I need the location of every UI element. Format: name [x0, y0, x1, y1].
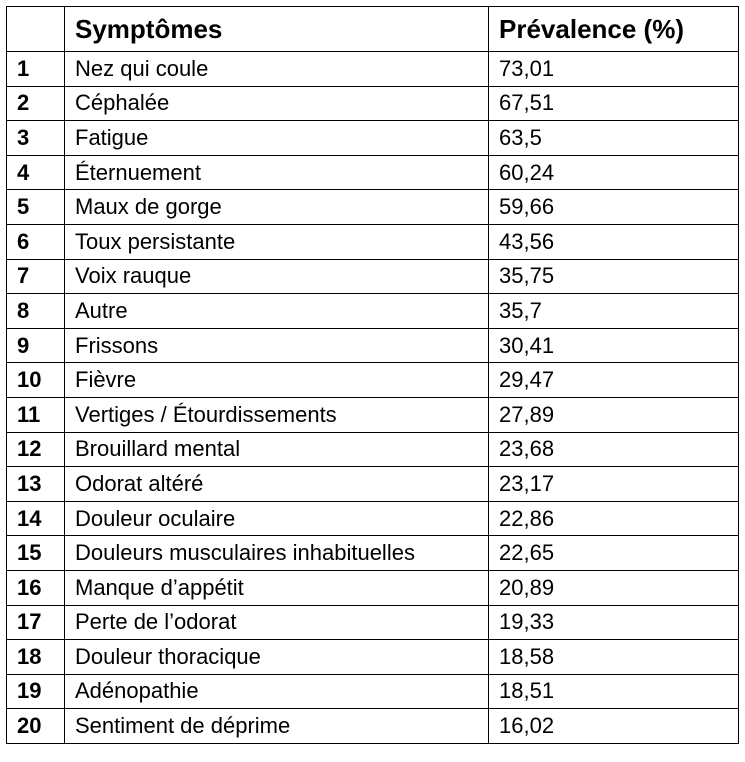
row-rank: 18 [7, 640, 65, 675]
table-row [7, 501, 739, 536]
row-symptom: Maux de gorge [65, 190, 489, 225]
table-row [7, 640, 739, 675]
row-rank: 17 [7, 605, 65, 640]
row-prevalence: 22,65 [489, 536, 739, 571]
row-prevalence: 18,58 [489, 640, 739, 675]
row-symptom: Perte de l’odorat [65, 605, 489, 640]
row-rank: 4 [7, 155, 65, 190]
row-rank: 7 [7, 259, 65, 294]
row-prevalence: 43,56 [489, 224, 739, 259]
row-prevalence: 63,5 [489, 121, 739, 156]
row-prevalence: 16,02 [489, 709, 739, 744]
table-row [7, 397, 739, 432]
row-symptom: Brouillard mental [65, 432, 489, 467]
row-symptom: Voix rauque [65, 259, 489, 294]
row-symptom: Douleur thoracique [65, 640, 489, 675]
table-row [7, 674, 739, 709]
table-row [7, 467, 739, 502]
table-row [7, 155, 739, 190]
row-prevalence: 59,66 [489, 190, 739, 225]
row-symptom: Douleurs musculaires inhabituelles [65, 536, 489, 571]
row-symptom: Manque d’appétit [65, 570, 489, 605]
table-row [7, 294, 739, 329]
table-header [7, 7, 739, 52]
row-rank: 2 [7, 86, 65, 121]
row-rank: 14 [7, 501, 65, 536]
table-row [7, 259, 739, 294]
row-rank: 5 [7, 190, 65, 225]
table-row [7, 363, 739, 398]
row-symptom: Fièvre [65, 363, 489, 398]
row-prevalence: 35,7 [489, 294, 739, 329]
table-row [7, 605, 739, 640]
row-symptom: Toux persistante [65, 224, 489, 259]
row-rank: 16 [7, 570, 65, 605]
row-prevalence: 30,41 [489, 328, 739, 363]
row-prevalence: 18,51 [489, 674, 739, 709]
row-prevalence: 22,86 [489, 501, 739, 536]
table-row [7, 432, 739, 467]
row-prevalence: 29,47 [489, 363, 739, 398]
row-prevalence: 23,17 [489, 467, 739, 502]
row-rank: 19 [7, 674, 65, 709]
row-rank: 20 [7, 709, 65, 744]
row-rank: 3 [7, 121, 65, 156]
row-rank: 15 [7, 536, 65, 571]
row-symptom: Fatigue [65, 121, 489, 156]
row-prevalence: 35,75 [489, 259, 739, 294]
table-row [7, 190, 739, 225]
table-row [7, 570, 739, 605]
row-symptom: Éternuement [65, 155, 489, 190]
row-rank: 9 [7, 328, 65, 363]
table-row [7, 224, 739, 259]
row-symptom: Odorat altéré [65, 467, 489, 502]
table-row [7, 328, 739, 363]
table-body [7, 52, 739, 744]
row-symptom: Autre [65, 294, 489, 329]
row-prevalence: 20,89 [489, 570, 739, 605]
row-rank: 11 [7, 397, 65, 432]
table-row [7, 86, 739, 121]
table-row [7, 536, 739, 571]
table-row [7, 121, 739, 156]
table-row [7, 709, 739, 744]
row-symptom: Adénopathie [65, 674, 489, 709]
symptoms-table [6, 6, 739, 744]
row-symptom: Céphalée [65, 86, 489, 121]
row-rank: 8 [7, 294, 65, 329]
row-prevalence: 60,24 [489, 155, 739, 190]
row-symptom: Nez qui coule [65, 52, 489, 87]
row-rank: 10 [7, 363, 65, 398]
header-row [7, 7, 739, 52]
row-prevalence: 23,68 [489, 432, 739, 467]
row-symptom: Vertiges / Étourdissements [65, 397, 489, 432]
header-prevalence: Prévalence (%) [489, 7, 739, 52]
row-prevalence: 73,01 [489, 52, 739, 87]
header-symptom: Symptômes [65, 7, 489, 52]
row-rank: 6 [7, 224, 65, 259]
row-rank: 13 [7, 467, 65, 502]
row-symptom: Sentiment de déprime [65, 709, 489, 744]
table-row [7, 52, 739, 87]
row-symptom: Frissons [65, 328, 489, 363]
row-prevalence: 19,33 [489, 605, 739, 640]
row-rank: 1 [7, 52, 65, 87]
row-prevalence: 27,89 [489, 397, 739, 432]
row-symptom: Douleur oculaire [65, 501, 489, 536]
header-rank [7, 7, 65, 52]
row-rank: 12 [7, 432, 65, 467]
row-prevalence: 67,51 [489, 86, 739, 121]
